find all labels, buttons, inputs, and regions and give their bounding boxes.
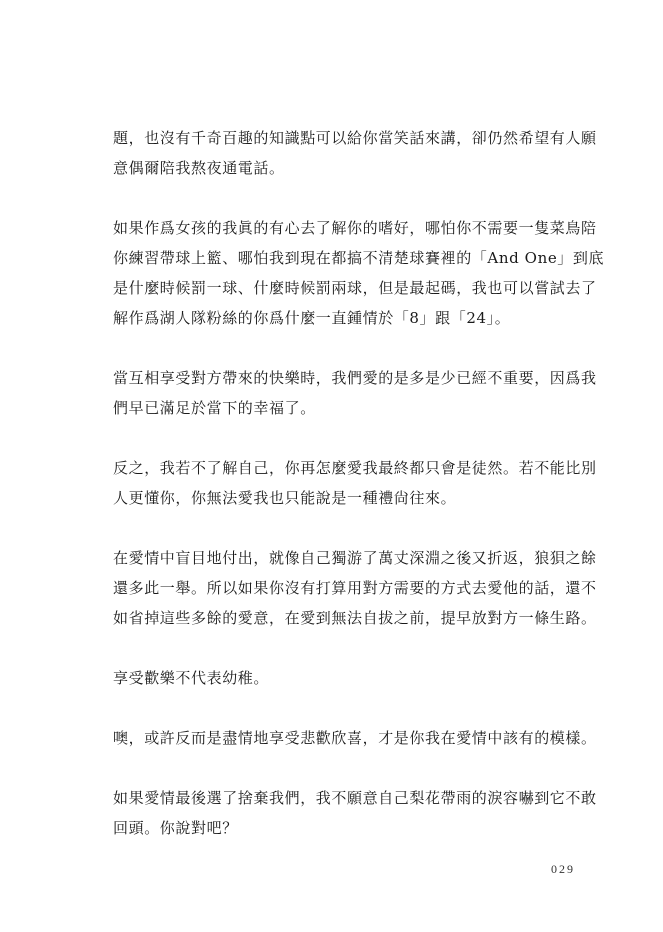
text-line: 人更懂你，你無法愛我也只能說是一種禮尙往來。 (113, 489, 457, 507)
text-line: 是什麼時候罰一球、什麼時候罰兩球，但是最起碼，我也可以嘗試去了 (113, 279, 597, 297)
text-line: 你練習帶球上籃、哪怕我到現在都搞不清楚球賽裡的「And One」到底 (113, 249, 605, 267)
text-line: 噢，或許反而是盡情地享受悲歡欣喜，才是你我在愛情中該有的模樣。 (113, 729, 597, 747)
paragraph (113, 123, 597, 183)
text-line: 反之，我若不了解自己，你再怎麼愛我最終都只會是徒然。若不能比別 (113, 459, 597, 477)
paragraph (113, 453, 597, 513)
paragraph (113, 783, 597, 843)
text-line: 題，也沒有千奇百趣的知識點可以給你當笑話來講，卻仍然希望有人願 (113, 129, 597, 147)
body-text (113, 123, 605, 873)
paragraph (113, 363, 597, 423)
text-line: 當互相享受對方帶來的快樂時，我們愛的是多是少已經不重要，因爲我 (113, 369, 597, 387)
text-line: 們早已滿足於當下的幸福了。 (113, 399, 316, 417)
paragraph (113, 543, 597, 633)
paragraph (113, 723, 597, 753)
text-line: 享受歡樂不代表幼稚。 (113, 669, 270, 687)
text-line: 意偶爾陪我熬夜通電話。 (113, 159, 285, 177)
text-line: 回頭。你說對吧？ (113, 819, 238, 837)
text-line: 解作爲湖人隊粉絲的你爲什麼一直鍾情於「8」跟「24」。 (113, 309, 511, 327)
paragraph (113, 663, 581, 693)
text-line: 在愛情中盲目地付出，就像自己獨游了萬丈深淵之後又折返，狼狽之餘 (113, 549, 597, 567)
text-line: 如果作爲女孩的我眞的有心去了解你的嗜好，哪怕你不需要一隻菜鳥陪 (113, 219, 597, 237)
text-line: 還多此一舉。所以如果你沒有打算用對方需要的方式去愛他的話，還不 (113, 579, 597, 597)
text-line: 如果愛情最後選了捨棄我們，我不願意自己梨花帶雨的淚容嚇到它不敢 (113, 789, 597, 807)
page-number: 029 (551, 862, 575, 876)
text-line: 如省掉這些多餘的愛意，在愛到無法自拔之前，提早放對方一條生路。 (113, 609, 597, 627)
paragraph (113, 213, 605, 333)
